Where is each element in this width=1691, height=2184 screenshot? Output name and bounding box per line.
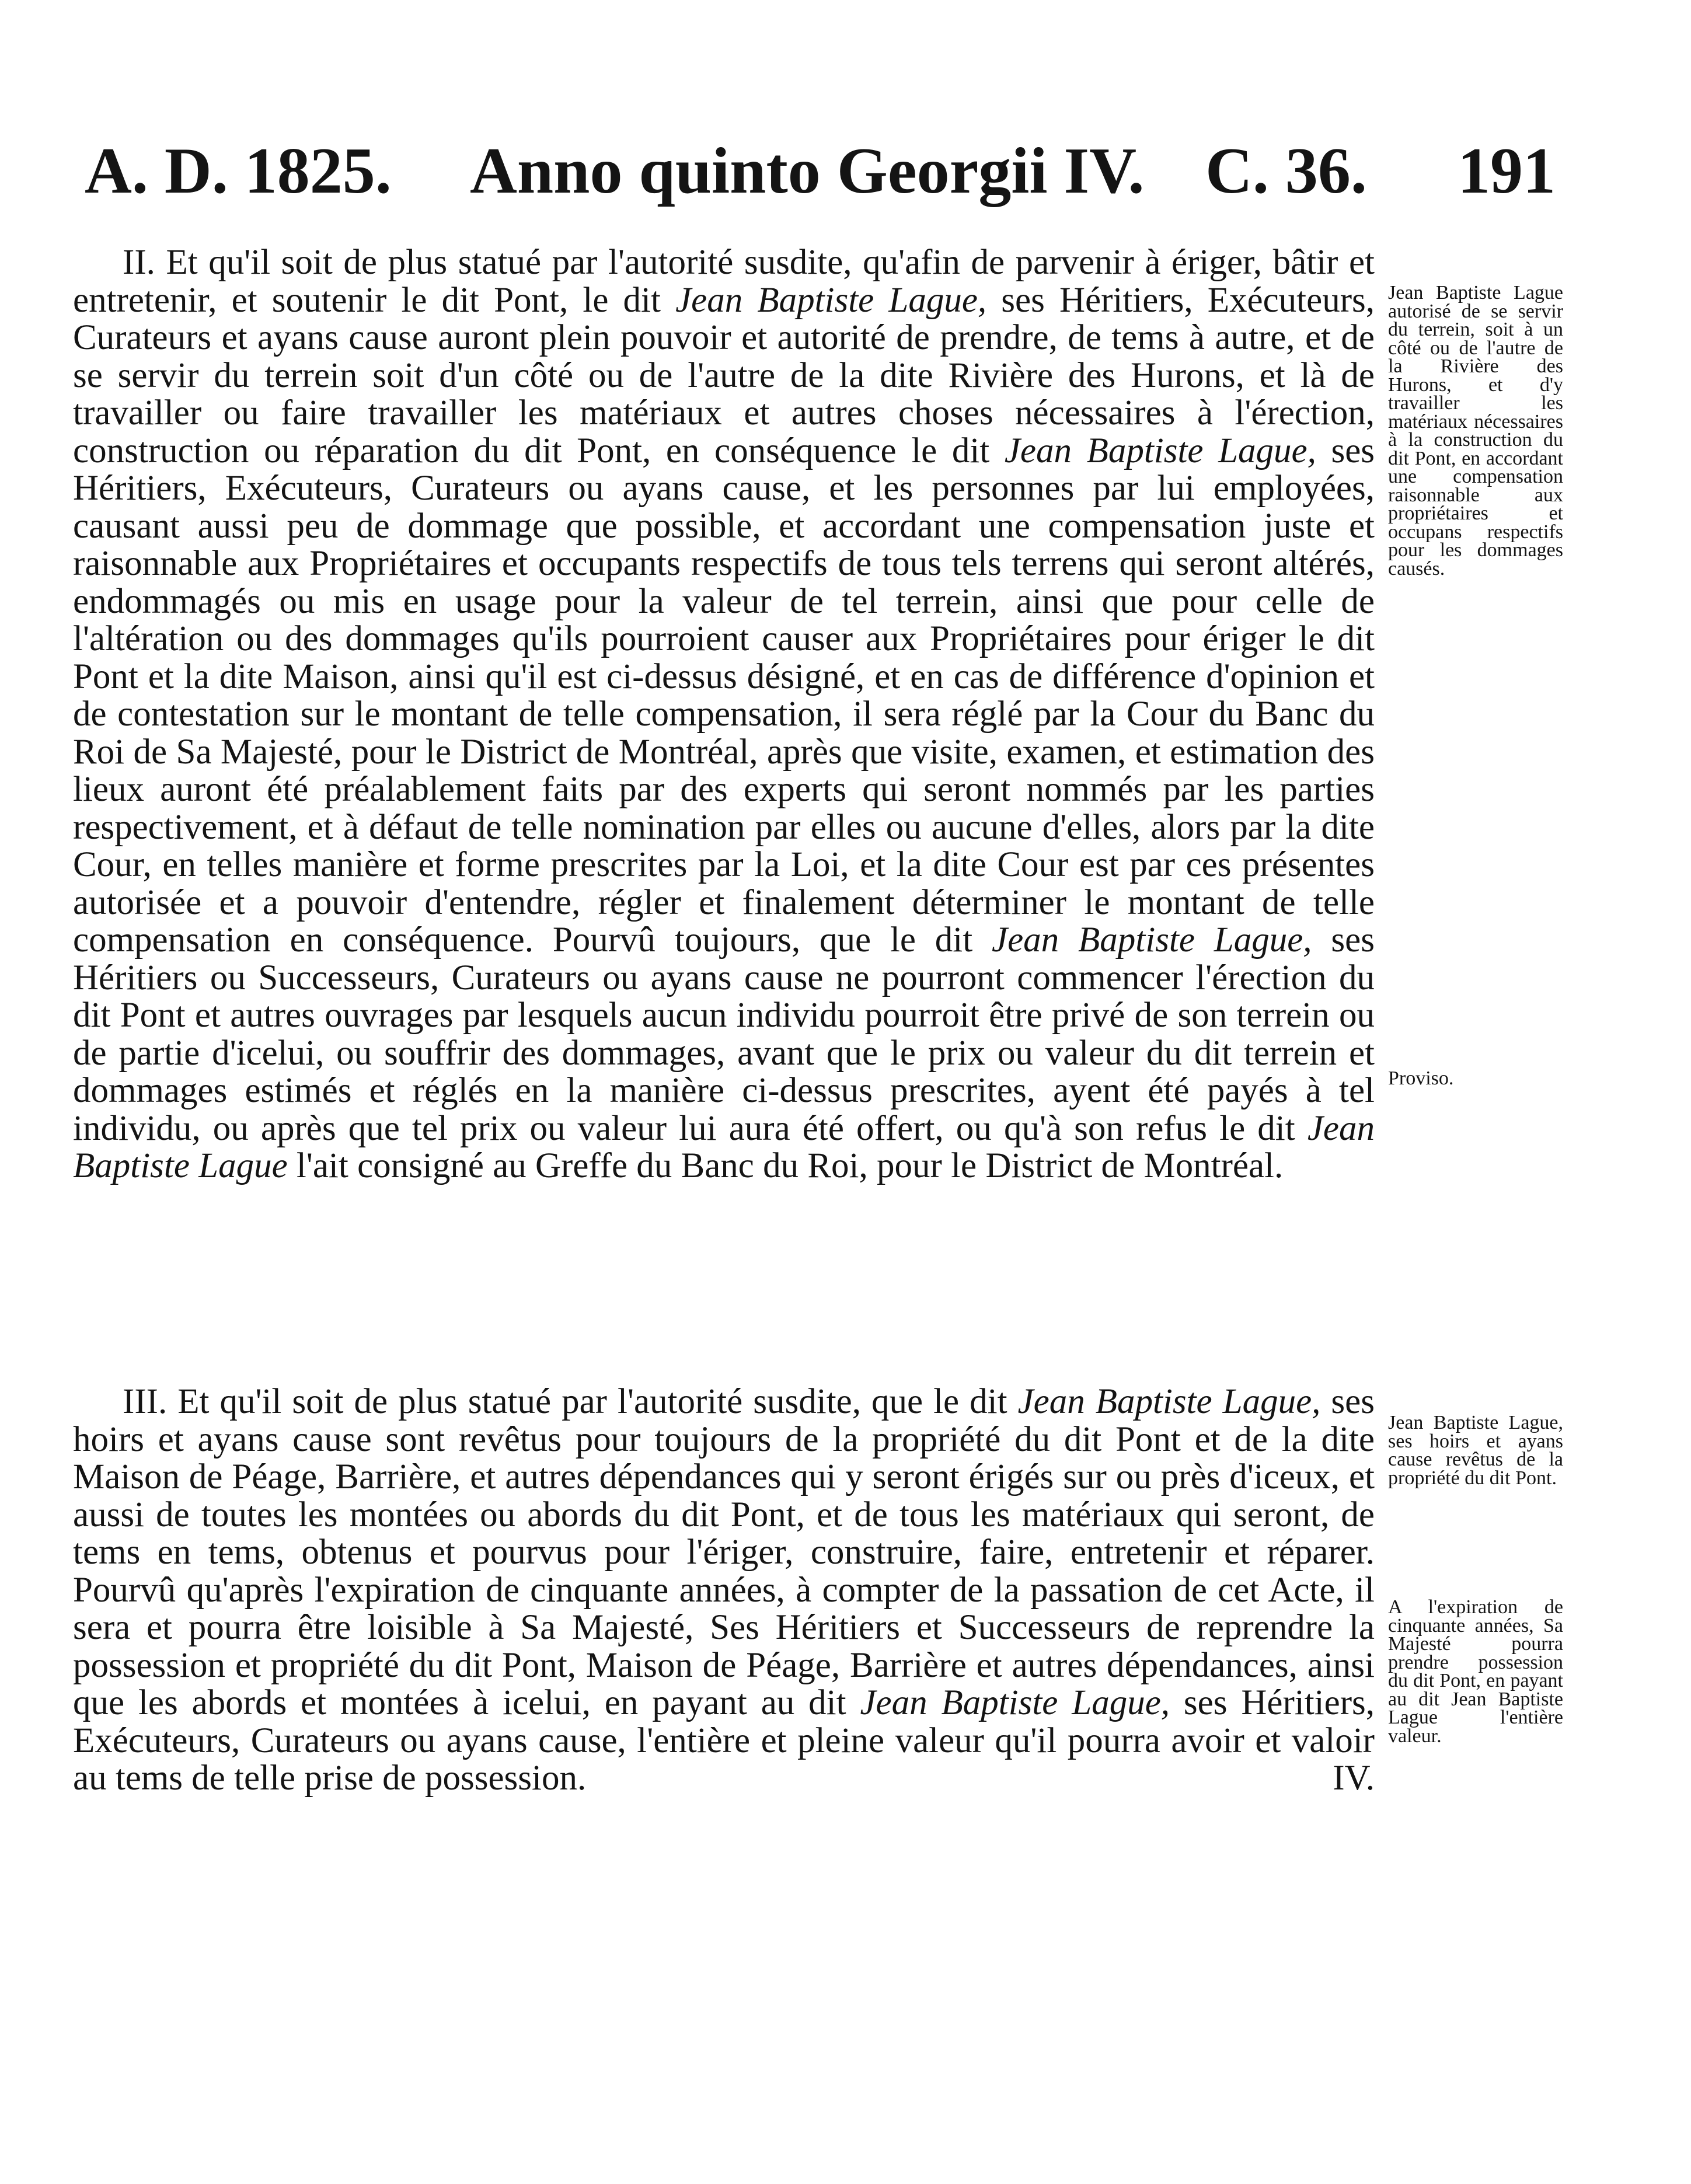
- margin-note-section-iii-property: Jean Baptiste Lague, ses hoirs et ayans cause revêtus de la propriété du dit Pont.: [1388, 1412, 1563, 1489]
- margin-note-section-iii-expiration: A l'expiration de cinquante années, Sa Majesté pourra prendre possession du dit Pont, en payant au dit Jean Baptiste Lague l'entière valeur.: [1388, 1596, 1563, 1747]
- header-year: A. D. 1825.: [85, 135, 392, 207]
- catchword: IV.: [1333, 1759, 1375, 1798]
- margin-note-proviso: Proviso.: [1388, 1067, 1454, 1089]
- header-chapter: C. 36.: [1205, 135, 1367, 207]
- text-run: ses Héritiers, Exécuteurs, Curateurs ou ayans cause, l'entière et pleine valeur qu'il pourra avoir et valoir au tems de telle prise de possession.: [73, 1683, 1375, 1798]
- text-run: l'ait consigné au Greffe du Banc du Roi, pour le District de Montréal.: [287, 1146, 1284, 1185]
- italic-name: Jean Baptiste Lague,: [860, 1683, 1170, 1722]
- text-run: III. Et qu'il soit de plus statué par l'autorité susdite, que le dit: [123, 1382, 1018, 1421]
- running-header: [85, 133, 1556, 209]
- italic-name: Jean Baptiste Lague: [73, 1108, 1375, 1185]
- page-number: 191: [1458, 135, 1556, 207]
- section-ii: [73, 244, 1375, 1185]
- text-run: ses Héritiers ou Successeurs, Curateurs ou ayans cause ne pourront commencer l'érection du dit Pont et autres ouvrages par lesquels aucun individu pourroit être privé de son terrein ou de partie d'icelui, ou souffrir des dommages, avant que le prix ou valeur du dit terrein et dommages estimés et réglés en la manière ci-dessus prescrites, ayent été payés à tel individu, ou après que tel prix ou valeur lui aura été offert, ou qu'à son refus le dit: [73, 920, 1375, 1148]
- section-iii: [73, 1383, 1375, 1798]
- section-ii-paragraph: [73, 244, 1375, 1185]
- italic-name: Jean Baptiste Lague,: [1017, 1382, 1321, 1421]
- text-run: ses Héritiers, Exécuteurs, Curateurs et ayans cause auront plein pouvoir et autorité de prendre, de tems à autre, et de se servir du terrein soit d'un côté ou de l'autre de la dite Rivière des Hurons, et là de travailler ou faire travailler les matériaux et autres choses nécessaires à l'érection, construction ou réparation du dit Pont, en conséquence le dit: [73, 280, 1375, 470]
- italic-name: Jean Baptiste Lague,: [992, 920, 1312, 960]
- text-run: II. Et qu'il soit de plus statué par l'autorité susdite, qu'afin de parvenir à ériger, bâtir et entretenir, et soutenir le dit Pont, le dit: [73, 243, 1375, 320]
- margin-note-section-ii: Jean Baptiste Lague autorisé de se servir du terrein, soit à un côté ou de l'autre de la Rivière des Hurons, et d'y travailler les matériaux nécessaires à la construction du dit Pont, en accordant une compensation raisonnable aux propriétaires et occupans respectifs pour les dommages causés.: [1388, 282, 1563, 580]
- text-run: ses hoirs et ayans cause sont revêtus pour toujours de la propriété du dit Pont et de la dite Maison de Péage, Barrière, et autres dépendances qui y seront érigés sur ou près d'iceux, et aussi de toutes les montées ou abords du dit Pont, et de tous les matériaux qui seront, de tems en tems, obtenus et pourvus pour l'ériger, construire, faire, entretenir et réparer. Pourvû qu'après l'expiration de cinquante années, à compter de la passation de cet Acte, il sera et pourra être loisible à Sa Majesté, Ses Héritiers et Successeurs de reprendre la possession et propriété du dit Pont, Maison de Péage, Barrière et autres dépendances, ainsi que les abords et montées à icelui, en payant au dit: [73, 1382, 1375, 1722]
- text-run: ses Héritiers, Exécuteurs, Curateurs ou ayans cause, et les personnes par lui employées, causant aussi peu de dommage que possible, et accordant une compensation juste et raisonnable aux Propriétaires et occupants respectifs de tous tels terrens qui seront altérés, endommagés ou mis en usage pour la valeur de tel terrein, ainsi que pour celle de l'altération ou des dommages qu'ils pourroient causer aux Propriétaires pour ériger le dit Pont et la dite Maison, ainsi qu'il est ci-dessus désigné, et en cas de différence d'opinion et de contestation sur le montant de telle compensation, il sera réglé par la Cour du Banc du Roi de Sa Majesté, pour le District de Montréal, après que visite, examen, et estimation des lieux auront été préalablement faits par des experts qui seront nommés par les parties respectivement, et à défaut de telle nomination par elles ou aucune d'elles, alors par la dite Cour, en telles manière et forme prescrites par la Loi, et la dite Cour est par ces présentes autorisée et a pouvoir d'entendre, régler et finalement déterminer le montant de telle compensation en conséquence. Pourvû toujours, que le dit: [73, 431, 1375, 960]
- section-iii-paragraph: [73, 1383, 1375, 1798]
- italic-name: Jean Baptiste Lague,: [1004, 431, 1316, 470]
- header-title: Anno quinto Georgii IV.: [470, 135, 1145, 207]
- italic-name: Jean Baptiste Lague,: [675, 280, 987, 320]
